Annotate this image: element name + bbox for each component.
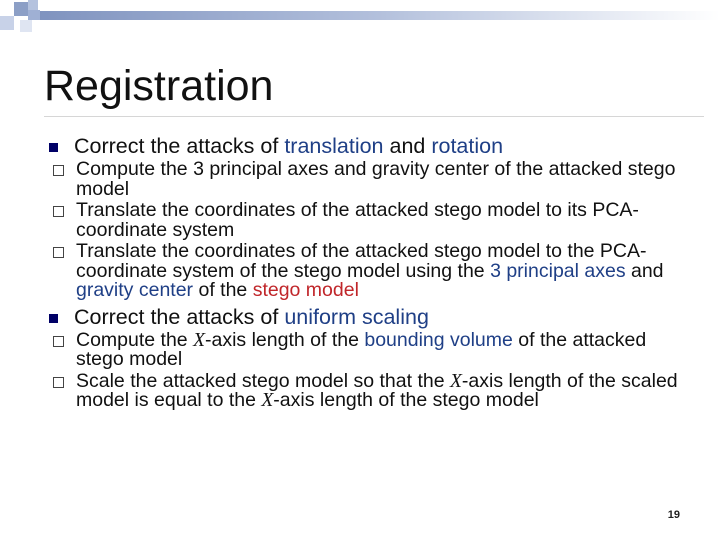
square-bullet-icon [49, 314, 58, 323]
hollow-square-bullet-icon [53, 247, 64, 258]
sub-item-translate-stego-pca: Translate the coordinates of the attacked stego model to the PCA-coordinate system of the stego model using the 3 principal axes and gravity center of the stego model [48, 242, 698, 301]
sub-list-scaling [48, 328, 698, 411]
hollow-square-bullet-icon [53, 336, 64, 347]
page-number: 19 [667, 509, 680, 521]
hollow-square-bullet-icon [53, 377, 64, 388]
bullet-translation-rotation: Correct the attacks of translation and rotation [48, 134, 698, 158]
bullet-uniform-scaling: Correct the attacks of uniform scaling [48, 305, 698, 329]
sub-item-compute-axes: Compute the 3 principal axes and gravity center of the attacked stego model [48, 160, 698, 199]
square-bullet-icon [49, 143, 58, 152]
decorative-header-blocks [0, 0, 720, 48]
sub-item-translate-pca: Translate the coordinates of the attacked stego model to its PCA-coordinate system [48, 201, 698, 240]
sub-list-translation [48, 160, 698, 301]
hollow-square-bullet-icon [53, 165, 64, 176]
sub-item-scale-model: Scale the attacked stego model so that the X-axis length of the scaled model is equal to the X-axis length of the stego model [48, 372, 698, 411]
title-divider [44, 116, 704, 117]
slide-body [48, 134, 698, 415]
sub-item-compute-x-length: Compute the X-axis length of the bounding volume of the attacked stego model [48, 331, 698, 370]
slide-title: Registration [44, 62, 274, 110]
hollow-square-bullet-icon [53, 206, 64, 217]
